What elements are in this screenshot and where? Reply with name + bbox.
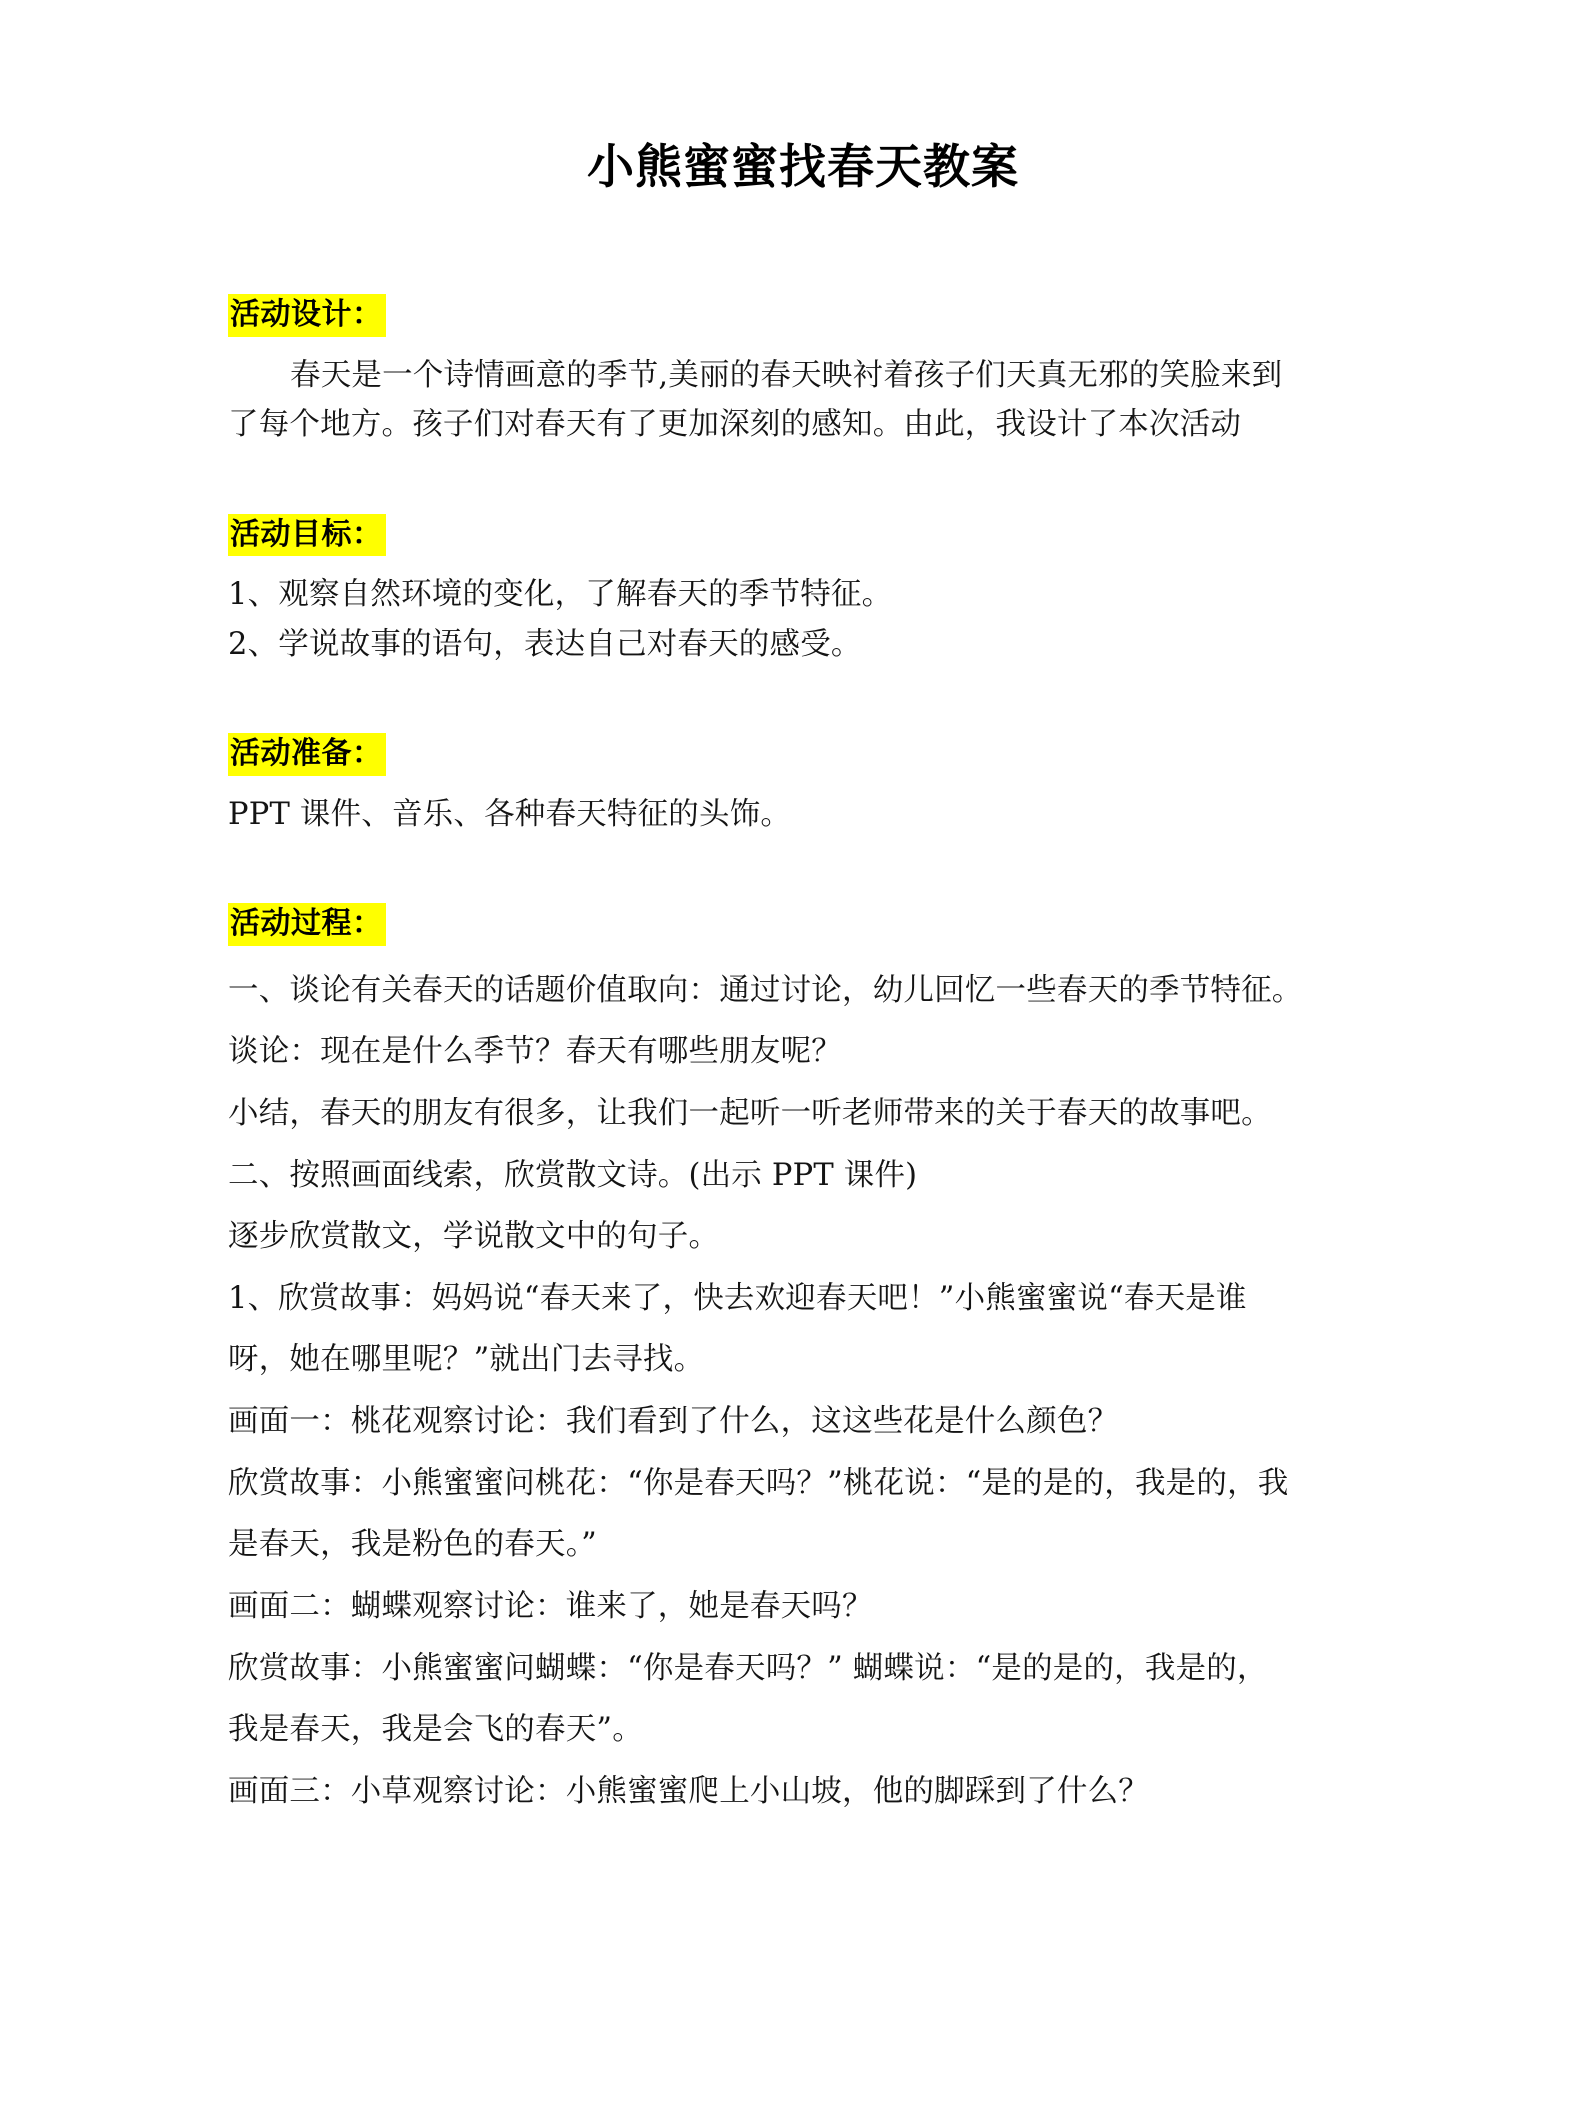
section-heading-objectives-label: 活动目标：: [228, 514, 386, 557]
body-line: 2、学说故事的语句，表达自己对春天的感受。: [228, 626, 862, 662]
body-line: 1、观察自然环境的变化，了解春天的季节特征。: [228, 577, 893, 613]
body-line: 画面三：小草观察讨论：小熊蜜蜜爬上小山坡，他的脚踩到了什么？: [228, 1773, 1149, 1809]
body-line: 小结，春天的朋友有很多，让我们一起听一听老师带来的关于春天的故事吧。: [228, 1096, 1272, 1132]
body-line: 画面一：桃花观察讨论：我们看到了什么，这这些花是什么颜色？: [228, 1404, 1119, 1440]
body-line: 画面二：蝴蝶观察讨论：谁来了，她是春天吗？: [228, 1588, 873, 1624]
body-line: 欣赏故事：小熊蜜蜜问蝴蝶：“你是春天吗？” 蝴蝶说：“是的是的，我是的，: [228, 1650, 1268, 1686]
section-body-design: [228, 351, 1378, 450]
document-content: [228, 0, 1378, 1822]
page-title: 小熊蜜蜜找春天教案: [587, 140, 1019, 195]
body-line: 谈论：现在是什么季节？春天有哪些朋友呢？: [228, 1034, 842, 1070]
section-body-preparation: [228, 790, 1378, 839]
section-heading-design-label: 活动设计：: [228, 294, 386, 337]
section-heading-preparation-label: 活动准备：: [228, 733, 386, 776]
body-line: 呀，她在哪里呢？”就出门去寻找。: [228, 1342, 705, 1378]
section-heading-process: [228, 903, 1378, 946]
body-line: 春天是一个诗情画意的季节,美丽的春天映衬着孩子们天真无邪的笑脸来到: [290, 357, 1283, 393]
body-line: 欣赏故事：小熊蜜蜜问桃花：“你是春天吗？”桃花说：“是的是的，我是的，我: [228, 1465, 1289, 1501]
section-heading-preparation: [228, 733, 1378, 776]
body-line: 1、欣赏故事：妈妈说“春天来了，快去欢迎春天吧！”小熊蜜蜜说“春天是谁: [228, 1280, 1247, 1316]
body-line: 是春天，我是粉色的春天。”: [228, 1527, 597, 1563]
section-heading-objectives: [228, 514, 1378, 557]
section-body-objectives: [228, 570, 1378, 669]
section-body-process: [228, 960, 1378, 1823]
body-line: 了每个地方。孩子们对春天有了更加深刻的感知。由此，我设计了本次活动: [228, 407, 1242, 443]
body-line: PPT 课件、音乐、各种春天特征的头饰。: [228, 796, 792, 832]
body-line: 一、谈论有关春天的话题价值取向：通过讨论，幼儿回忆一些春天的季节特征。: [228, 972, 1303, 1008]
section-heading-process-label: 活动过程：: [228, 903, 386, 946]
body-line: 二、按照画面线索，欣赏散文诗。(出示 PPT 课件): [228, 1157, 918, 1193]
body-line: 我是春天，我是会飞的春天”。: [228, 1712, 643, 1748]
body-line: 逐步欣赏散文，学说散文中的句子。: [228, 1219, 720, 1255]
section-heading-design: [228, 294, 1378, 337]
